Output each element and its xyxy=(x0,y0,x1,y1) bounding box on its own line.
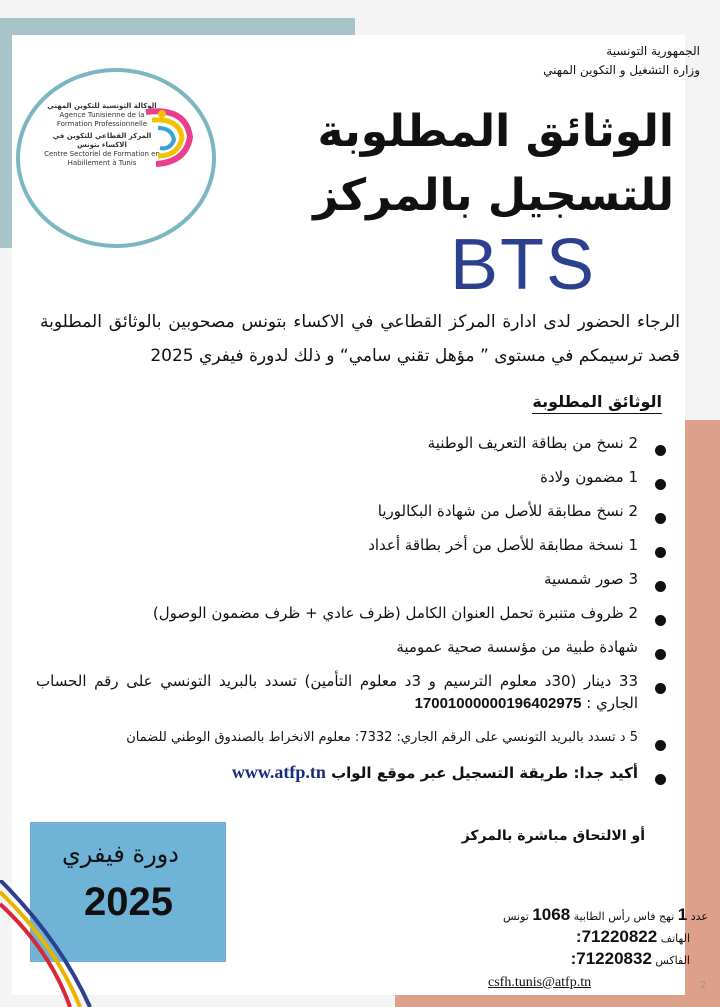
bullet-icon xyxy=(655,740,666,751)
atfp-logo xyxy=(16,68,216,248)
phone-line xyxy=(418,927,708,949)
bullet-icon xyxy=(655,445,666,456)
logo-fr-bottom: Centre Sectoriel de Formation en Habillement à Tunis xyxy=(44,150,160,167)
online-text: أكيد جدا: طريقة التسجيل عبر موقع الواب xyxy=(331,764,638,782)
item-text: 1 مضمون ولادة xyxy=(540,468,638,486)
requirements-list xyxy=(36,432,666,796)
bts-code: BTS xyxy=(450,225,597,305)
logo-ar-top: الوكالة التونسية للتكوين المهني xyxy=(47,102,157,110)
website-link[interactable]: www.atfp.tn xyxy=(231,762,326,782)
ministry-header xyxy=(543,42,700,80)
required-docs-heading: الوثائق المطلوبة xyxy=(532,392,662,414)
title-line-1: الوثائق المطلوبة xyxy=(317,106,674,157)
bullet-icon xyxy=(655,479,666,490)
logo-swirl-icon xyxy=(136,102,200,174)
address-line xyxy=(418,905,708,927)
address-street: نهج فاس رأس الطابية xyxy=(573,910,675,923)
item-text: شهادة طبية من مؤسسة صحية عمومية xyxy=(396,638,638,656)
page-title xyxy=(254,100,674,228)
list-item xyxy=(36,534,666,556)
list-item xyxy=(36,602,666,624)
cnss-item xyxy=(36,727,666,749)
item-text: 2 ظروف متنبرة تحمل العنوان الكامل (ظرف عادي + ظرف مضمون الوصول) xyxy=(152,604,638,622)
fee-text: 33 دينار (30د معلوم الترسيم و 3د معلوم التأمين) تسدد بالبريد التونسي على رقم الحساب الجاري : xyxy=(36,672,638,712)
account-number: 17001000000196402975 xyxy=(414,695,582,712)
email-link[interactable]: csfh.tunis@atfp.tn xyxy=(488,975,592,990)
session-label: دورة فيفري xyxy=(62,840,179,868)
bullet-icon xyxy=(655,683,666,694)
fee-item xyxy=(36,670,666,715)
decorative-stripes xyxy=(0,880,110,1007)
bullet-icon xyxy=(655,649,666,660)
list-item xyxy=(36,500,666,522)
logo-fr-top: Agence Tunisienne de la Formation Professionnelle xyxy=(56,111,148,128)
online-item xyxy=(36,761,666,784)
fax-label: الفاكس xyxy=(655,954,690,967)
phone-label: الهاتف xyxy=(660,932,690,945)
phone-number: 71220822: xyxy=(575,927,658,946)
fax-line xyxy=(418,949,708,971)
list-item xyxy=(36,636,666,658)
bullet-icon xyxy=(655,774,666,785)
address-city: تونس xyxy=(502,910,529,923)
title-line-2: للتسجيل بالمركز xyxy=(313,170,674,221)
republic-line: الجمهورية التونسية xyxy=(606,44,700,58)
page-marker: 2 xyxy=(700,980,707,991)
bullet-icon xyxy=(655,547,666,558)
list-item xyxy=(36,432,666,454)
bullet-icon xyxy=(655,615,666,626)
ministry-line: وزارة التشغيل و التكوين المهني xyxy=(543,63,700,77)
list-item xyxy=(36,466,666,488)
intro-paragraph: الرجاء الحضور لدى ادارة المركز القطاعي في الاكساء بتونس مصحوبين بالوثائق المطلوبة قصد ترسيمكم في مستوى ” مؤهل تقني سامي“ و ذلك لدورة فيفري 2025 xyxy=(40,312,680,366)
postal-code: 1068 xyxy=(532,905,571,924)
item-text: 1 نسخة مطابقة للأصل من أخر بطاقة أعداد xyxy=(368,536,638,554)
cnss-text: 5 د تسدد بالبريد التونسي على الرقم الجاري: 7332: معلوم الانخراط بالصندوق الوطني للضمان xyxy=(126,730,638,745)
bullet-icon xyxy=(655,581,666,592)
logo-ar-bottom: المركز القطاعي للتكوين في الاكساء بتونس xyxy=(52,132,152,149)
contact-block xyxy=(418,905,708,971)
fax-number: 71220832: xyxy=(570,949,652,968)
item-text: 2 نسخ مطابقة للأصل من شهادة البكالوريا xyxy=(377,502,638,520)
session-year: 2025 xyxy=(84,880,173,924)
bullet-icon xyxy=(655,513,666,524)
direct-visit-note: أو الالتحاق مباشرة بالمركز xyxy=(461,828,645,844)
list-item xyxy=(36,568,666,590)
item-text: 3 صور شمسية xyxy=(543,570,638,588)
address-prefix: عدد xyxy=(690,910,708,923)
address-number: 1 xyxy=(677,905,688,924)
item-text: 2 نسخ من بطاقة التعريف الوطنية xyxy=(427,434,638,452)
